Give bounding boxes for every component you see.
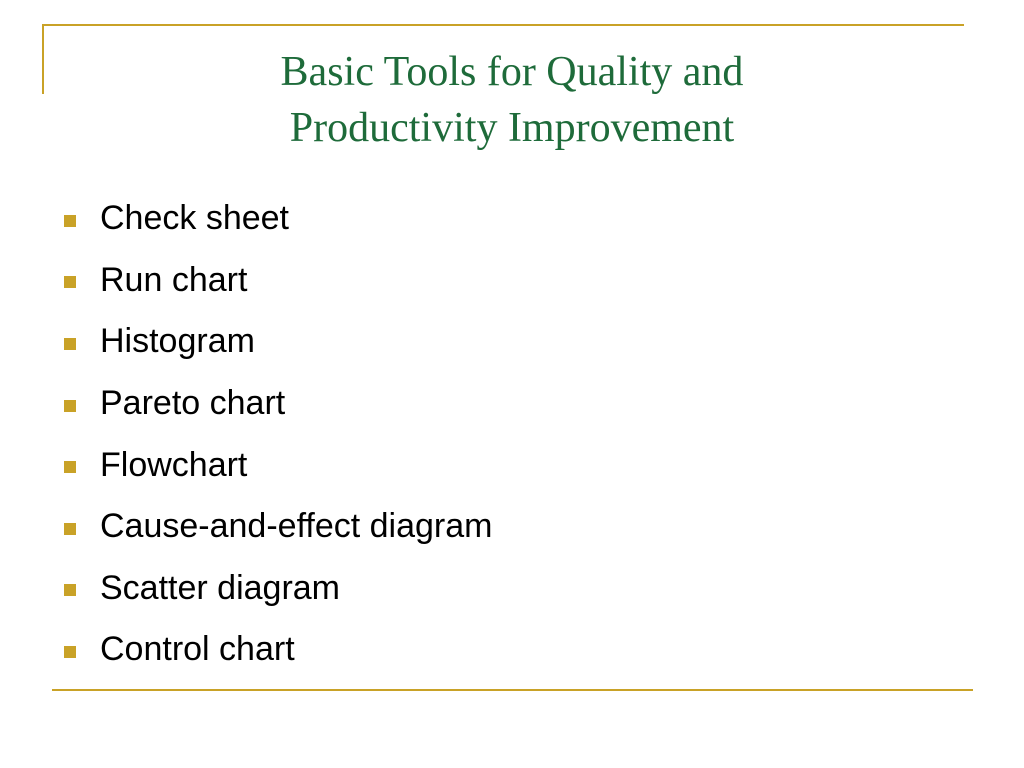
list-item bbox=[64, 250, 492, 312]
bullet-text: Flowchart bbox=[100, 445, 248, 484]
square-bullet-icon bbox=[64, 523, 76, 535]
bullet-text: Cause-and-effect diagram bbox=[100, 507, 493, 546]
list-item bbox=[64, 188, 492, 250]
bullet-text: Run chart bbox=[100, 260, 248, 299]
bullet-list bbox=[64, 188, 492, 681]
slide-title-line-1: Basic Tools for Quality and bbox=[280, 49, 744, 95]
square-bullet-icon bbox=[64, 584, 76, 596]
bottom-rule bbox=[52, 689, 973, 691]
list-item bbox=[64, 619, 492, 681]
bullet-text: Histogram bbox=[100, 322, 255, 361]
square-bullet-icon bbox=[64, 461, 76, 473]
list-item bbox=[64, 373, 492, 435]
slide-title bbox=[100, 44, 924, 156]
list-item bbox=[64, 496, 492, 558]
list-item bbox=[64, 311, 492, 373]
bullet-text: Scatter diagram bbox=[100, 568, 340, 607]
square-bullet-icon bbox=[64, 646, 76, 658]
bullet-text: Pareto chart bbox=[100, 384, 286, 423]
square-bullet-icon bbox=[64, 276, 76, 288]
square-bullet-icon bbox=[64, 400, 76, 412]
bullet-text: Control chart bbox=[100, 630, 295, 669]
bullet-text: Check sheet bbox=[100, 199, 289, 238]
slide-title-line-2: Productivity Improvement bbox=[289, 105, 735, 151]
square-bullet-icon bbox=[64, 338, 76, 350]
list-item bbox=[64, 434, 492, 496]
left-rule bbox=[42, 24, 44, 94]
list-item bbox=[64, 558, 492, 620]
square-bullet-icon bbox=[64, 215, 76, 227]
top-rule bbox=[42, 24, 964, 26]
